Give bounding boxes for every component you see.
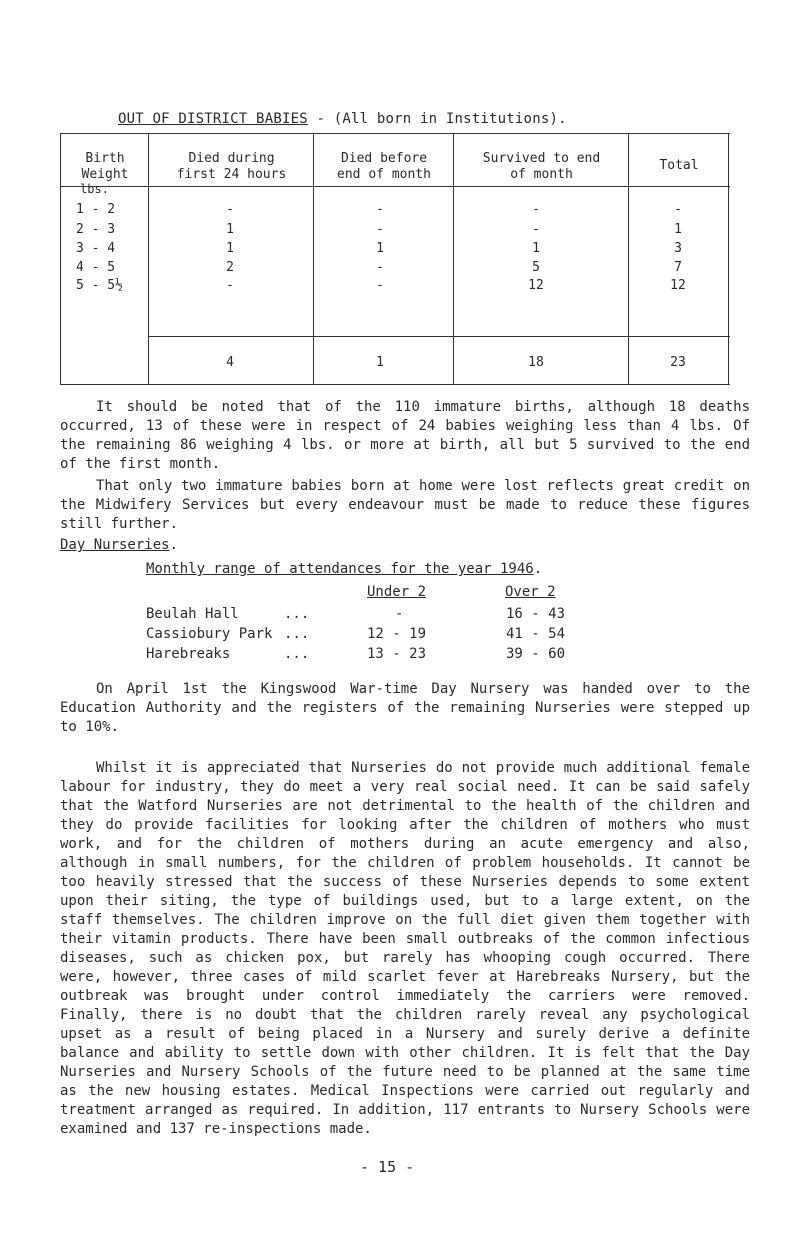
header-line: Weight (81, 167, 129, 182)
header-birth-weight (62, 151, 148, 183)
total-survived: 18 (528, 355, 544, 370)
nursery-name: Cassiobury Park (146, 626, 273, 642)
header-survived (455, 151, 628, 183)
table-top-border (60, 133, 730, 134)
table-col-divider (628, 133, 629, 384)
header-line: Died before (340, 151, 428, 166)
table-bottom-border (60, 384, 730, 385)
cell-survived: 5 (532, 260, 540, 275)
under-2-value: 13 - 23 (367, 646, 427, 662)
cell-died-month: - (376, 260, 384, 275)
paragraph-midwifery: That only two immature babies born at home were lost reflects great credit on the Midwifery Services but every endeavour must be made to reduce these figures still further. (60, 478, 750, 532)
row-weight: 5 - 5½ (76, 278, 123, 293)
table-totals-border (148, 336, 730, 337)
table-col-divider (148, 133, 149, 384)
paragraph-nurseries-discussion: Whilst it is appreciated that Nurseries do not provide much additional female labour for industry, they do meet a very real social need. It can be said safely that the Watford Nurseries are not detrimental to the health of the children and they do provide facilities for looking after the children of mothers who must work, and for the children of mothers during an acute emergency and also, although in small numbers, for the children of problem households. It cannot be too heavily stressed that the success of these Nurseries depends to some extent upon their siting, the type of buildings used, but to a large extent, on the staff themselves. The children improve on the full diet given them together with their vitamin products. There have been small outbreaks of the common infectious diseases, such as chicken pox, but rarely has whooping cough occurred. There were, however, three cases of mild scarlet fever at Harebreaks Nursery, but the outbreak was brought under control immediately the carriers were removed. Finally, there is no doubt that the children rarely reveal any psychological upset as a result of being placed in a Nursery and surely derive a definite balance and ability to settle down with other children. It is felt that the Day Nurseries and Nursery Schools of the future need to be planned at the same time as the new housing estates. Medical Inspections were carried out regularly and treatment arranged as required. In addition, 117 entrants to Nursery Schools were examined and 137 re-inspections made. (60, 760, 750, 1137)
header-line: end of month (337, 167, 431, 182)
cell-died-24h: - (226, 278, 234, 293)
page-title (118, 111, 567, 127)
paragraph-kingswood: On April 1st the Kingswood War-time Day Nursery was handed over to the Education Authority and the registers of the remaining Nurseries were stepped up to 10%. (60, 681, 750, 735)
over-2-value: 39 - 60 (506, 646, 566, 662)
col-over-2: Over 2 (505, 584, 556, 600)
nursery-name: Beulah Hall (146, 606, 239, 622)
over-2-value: 16 - 43 (506, 606, 566, 622)
cell-died-24h: 1 (226, 241, 234, 256)
cell-total: 12 (670, 278, 686, 293)
header-line: Died during (188, 151, 275, 166)
day-nurseries-heading (60, 537, 178, 553)
cell-survived: - (532, 202, 540, 217)
cell-died-month: - (376, 202, 384, 217)
header-line: first 24 hours (176, 167, 287, 182)
col-under-2: Under 2 (367, 584, 427, 600)
table-col-divider (453, 133, 454, 384)
over-2-value: 41 - 54 (506, 626, 566, 642)
header-line: of month (510, 167, 573, 182)
heading-text: Day Nurseries (60, 537, 170, 553)
table-col-divider (313, 133, 314, 384)
header-line: Survived to end (482, 151, 601, 166)
header-died-month (315, 151, 453, 183)
out-of-district-table (60, 133, 730, 386)
total-died-24h: 4 (226, 355, 234, 370)
page-number: - 15 - (360, 1158, 415, 1176)
header-total: Total (659, 158, 699, 173)
nursery-name: Harebreaks (146, 646, 231, 662)
under-2-value: 12 - 19 (367, 626, 427, 642)
under-2-value: - (395, 606, 404, 622)
row-weight: 1 - 2 (76, 202, 116, 217)
cell-total: 3 (674, 241, 682, 256)
total-died-month: 1 (376, 355, 384, 370)
cell-died-month: - (376, 278, 384, 293)
leader-dots: ... (284, 606, 310, 622)
table-left-border (60, 133, 61, 384)
total-total: 23 (670, 355, 686, 370)
cell-total: 7 (674, 260, 682, 275)
cell-died-24h: - (226, 202, 234, 217)
row-weight: 2 - 3 (76, 222, 116, 237)
table-right-border (728, 133, 729, 384)
leader-dots: ... (284, 626, 310, 642)
unit-label: lbs. (80, 182, 109, 196)
leader-dots: ... (284, 646, 310, 662)
paragraph-immature-births: It should be noted that of the 110 immature births, although 18 deaths occurred, 13 of these were in respect of 24 babies weighing less than 4 lbs. Of the remaining 86 weighing 4 lbs. or more at birth, all but 5 survived to the end of the first month. (60, 399, 750, 472)
cell-survived: 12 (528, 278, 544, 293)
table-header-border (60, 186, 730, 187)
subheading-text: Monthly range of attendances for the year 1946 (146, 561, 534, 577)
cell-died-24h: 1 (226, 222, 234, 237)
cell-died-24h: 2 (226, 260, 234, 275)
cell-survived: - (532, 222, 540, 237)
title-rest: - (All born in Institutions). (307, 111, 567, 127)
header-died-24h (150, 151, 313, 183)
heading-tail: . (169, 537, 179, 553)
monthly-range-subheading (146, 561, 542, 577)
cell-total: - (674, 202, 682, 217)
cell-died-month: 1 (376, 241, 384, 256)
row-weight: 4 - 5 (76, 260, 116, 275)
title-underlined: OUT OF DISTRICT BABIES (118, 111, 308, 127)
cell-survived: 1 (532, 241, 540, 256)
subheading-tail: . (533, 561, 543, 577)
header-line: Birth (85, 151, 125, 166)
cell-total: 1 (674, 222, 682, 237)
row-weight: 3 - 4 (76, 241, 116, 256)
cell-died-month: - (376, 222, 384, 237)
